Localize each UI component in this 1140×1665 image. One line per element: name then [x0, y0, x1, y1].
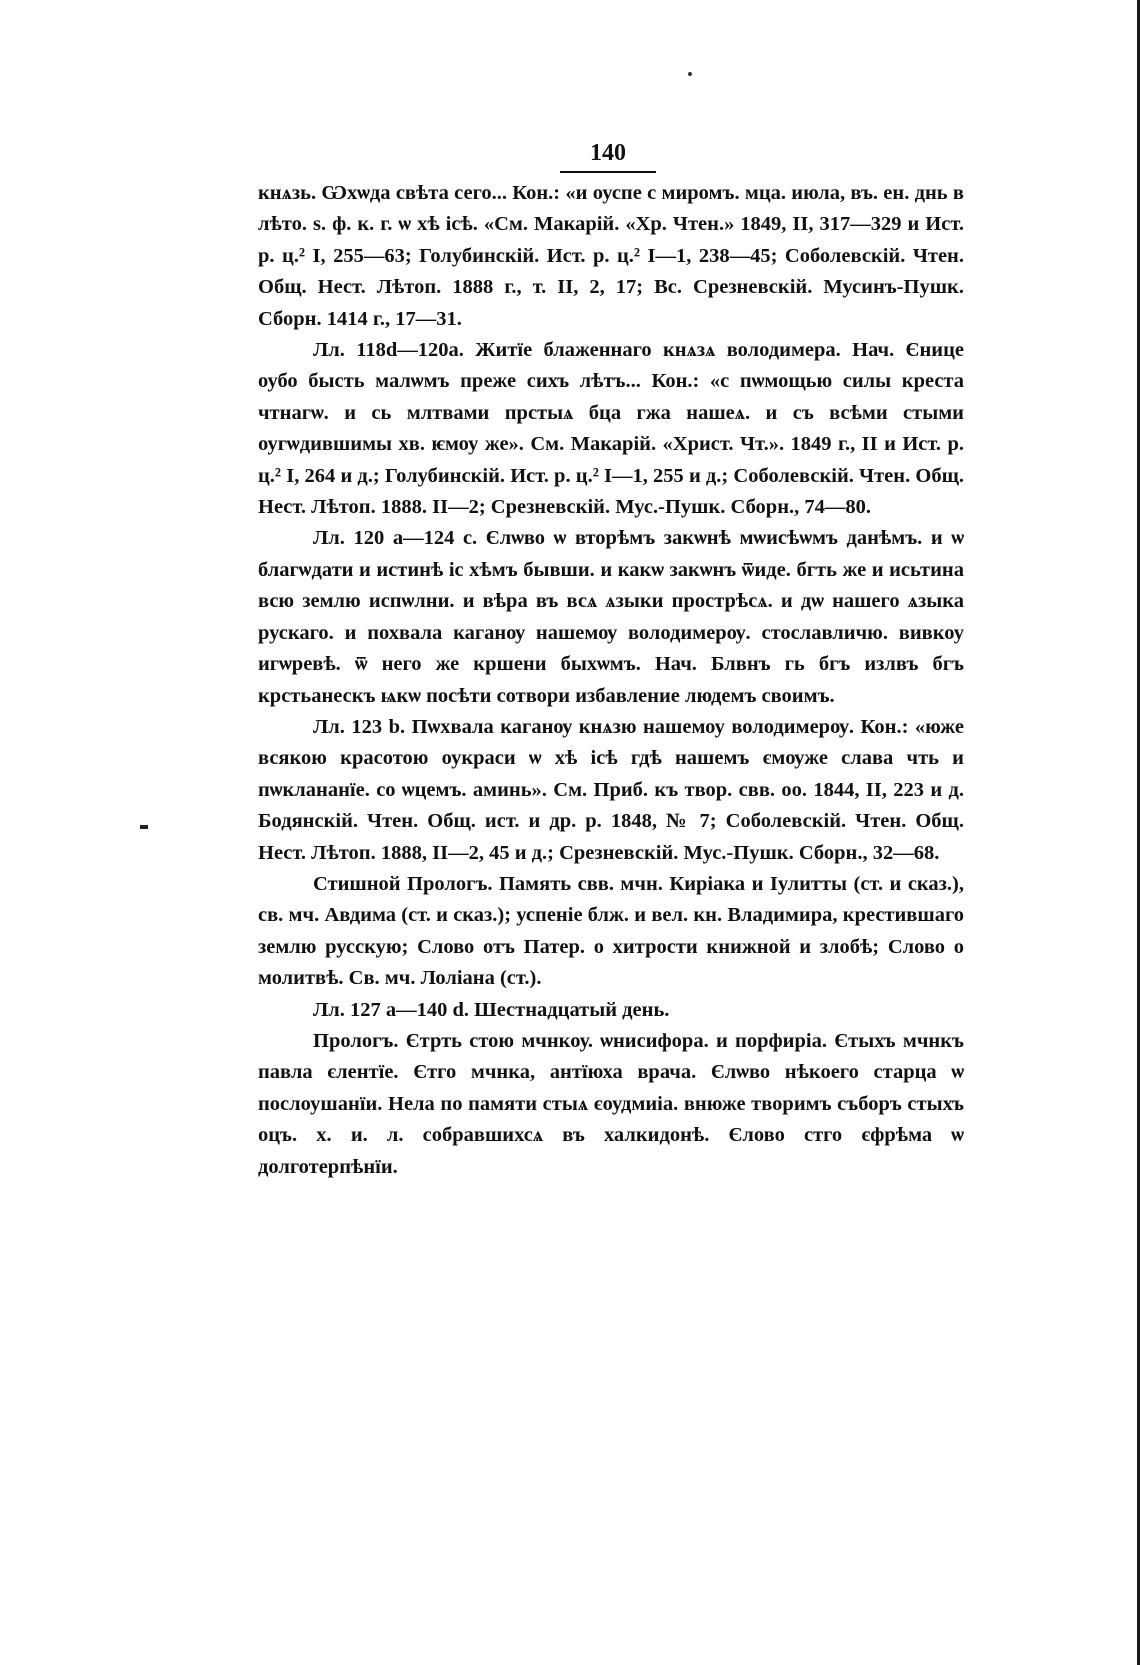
paragraph-entry-118d: Лл. 118d—120a. Житїе блаженнаго кнѧзѧ володимера. Нач. Єнице оубо бысть малѡмъ преже сихъ лѣтъ... Кон.: «с пѡмощью силы креста чтнагѡ. и сь млтвами прстыѧ бца гжа нашеѧ. и съ всѣми стыми оугѡдившимы хв. ѥмоу же». См. Макарій. «Христ. Чт.». 1849 г., II и Ист. р. ц.² I, 264 и д.; Голубинскій. Ист. р. ц.² I—1, 255 и д.; Соболевскій. Чтен. Общ. Нест. Лѣтоп. 1888. II—2; Срезневскій. Мус.-Пушк. Сборн., 74—80.	[258, 339, 964, 519]
paragraph-entry-127a: Лл. 127 a—140 d. Шестнадцатый день.	[313, 998, 670, 1021]
paragraph-entry-120a: Лл. 120 a—124 c. Єлѡво ѡ вторѣмъ закѡнѣ мѡисѣѡмъ данѣмъ. и ѡ благѡдати и истинѣ іс хѣмъ бывши. и какѡ закѡнъ ѿиде. бгть же и исьтина всю землю испѡлни. и вѣра въ всѧ ѧзыки прострѣсѧ. и дѡ нашего ѧзыка рускаго. и похвала каганѹ нашемѹ володимерѹ. стославличю. вивкоу игѡревѣ. ѿ него же кршени быхѡмъ. Нач. Блвнъ гь бгъ излвъ бгъ крстьанескъ ѩкѡ посѣти сотвори избавление людемъ своимъ.	[258, 527, 964, 707]
paragraph-entry-123b: Лл. 123 b. Пѡхвала каганѹ кнѧзю нашемоу володимерѹ. Кон.: «юже всякою красотою оукраси ѡ хѣ ісѣ гдѣ нашемъ ємѹже слава чть и пѡклананїе. со ѡцемъ. аминь». См. Приб. къ твор. свв. оо. 1844, II, 223 и д. Бодянскій. Чтен. Общ. ист. и др. р. 1848, № 7; Соболевскій. Чтен. Общ. Нест. Лѣтоп. 1888, II—2, 45 и д.; Срезневскій. Мус.-Пушк. Сборн., 32—68.	[258, 715, 964, 864]
page-number: 140	[560, 140, 656, 173]
paragraph-stishnoy-prolog: Стишной Прологъ. Память свв. мчн. Киріака и Іулитты (ст. и сказ.), св. мч. Авдима (ст. и сказ.); успеніе блж. и вел. кн. Владимира, крестившаго землю русскую; Слово отъ Патер. о хитрости книжной и злобѣ; Слово о молитвѣ. Св. мч. Лоліана (ст.).	[258, 872, 964, 990]
paragraph-continued: кнѧзь. Ѡхѡда свѣта сего... Кон.: «и оуспе с миромъ. мца. июла, въ. ен. днь в лѣто. ѕ. ф. к. г. ѡ хѣ ісѣ. «См. Макарій. «Хр. Чтен.» 1849, II, 317—329 и Ист. р. ц.² I, 255—63; Голубинскій. Ист. р. ц.² I—1, 238—45; Соболевскій. Чтен. Общ. Нест. Лѣтоп. 1888 г., т. II, 2, 17; Вс. Срезневскій. Мусинъ-Пушк. Сборн. 1414 г., 17—31.	[258, 182, 964, 330]
page-body	[258, 178, 964, 1183]
scan-dot	[688, 72, 692, 76]
margin-mark	[140, 825, 148, 829]
paragraph-prolog: Прологъ. Єтрть стою мчнкоу. ѡнисифора. и порфиріа. Єтыхъ мчнкъ павла єлентїе. Єтго мчнка, антїюха врача. Єлѡво нѣкоего старца ѡ послоушанїи. Нела по памяти стыѧ єоудмиіа. внюже творимъ съборъ стыхъ оцъ. х. и. л. собравшихсѧ въ халкидонѣ. Єлово стго єфрѣма ѡ долготерпѣнїи.	[258, 1029, 964, 1178]
